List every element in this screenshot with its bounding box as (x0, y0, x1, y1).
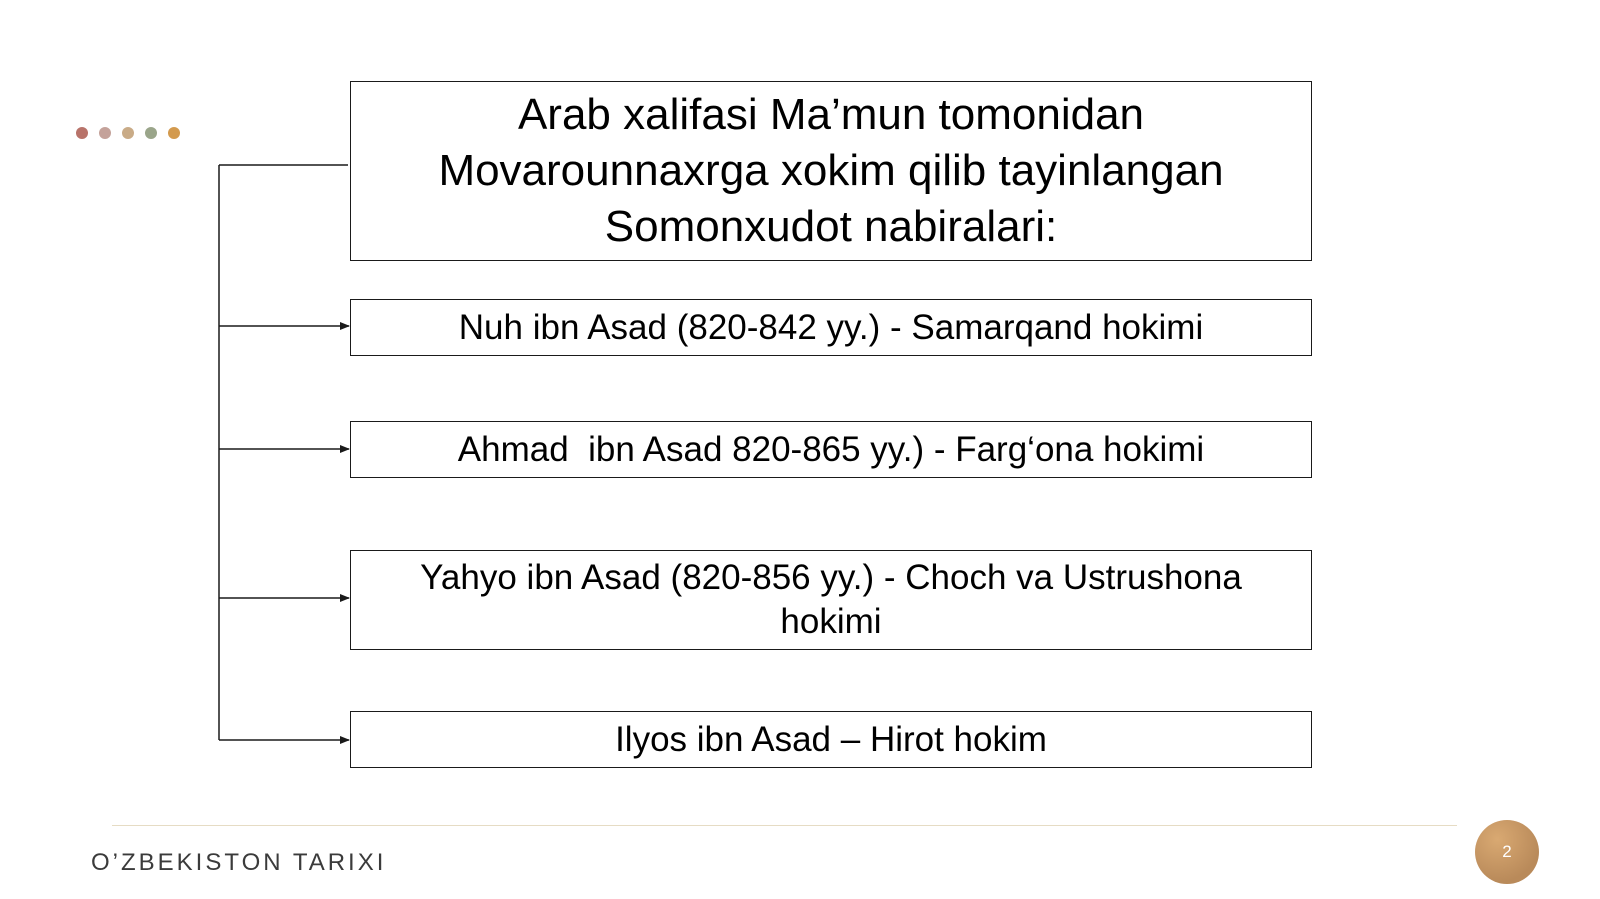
title-box (350, 81, 1312, 261)
page-number-badge (1475, 820, 1539, 884)
item-box-2 (350, 421, 1312, 478)
item-text-4: Ilyos ibn Asad – Hirot hokim (615, 719, 1047, 759)
item-box-3 (350, 550, 1312, 650)
footer-title: O’ZBEKISTON TARIXI (91, 849, 387, 876)
footer-divider (112, 825, 1457, 826)
title-text: Arab xalifasi Ma’mun tomonidan Movarounnaxrga xokim qilib tayinlangan Somonxudot nabiralari: (438, 90, 1236, 251)
item-text-3: Yahyo ibn Asad (820-856 yy.) - Choch va Ustrushona hokimi (420, 558, 1252, 641)
item-box-1 (350, 299, 1312, 356)
item-text-2: Ahmad ibn Asad 820-865 yy.) - Farg‘ona hokimi (457, 429, 1205, 469)
item-text-1: Nuh ibn Asad (820-842 yy.) - Samarqand hokimi (458, 307, 1204, 347)
item-box-4 (350, 711, 1312, 768)
page-number: 2 (1502, 842, 1512, 861)
